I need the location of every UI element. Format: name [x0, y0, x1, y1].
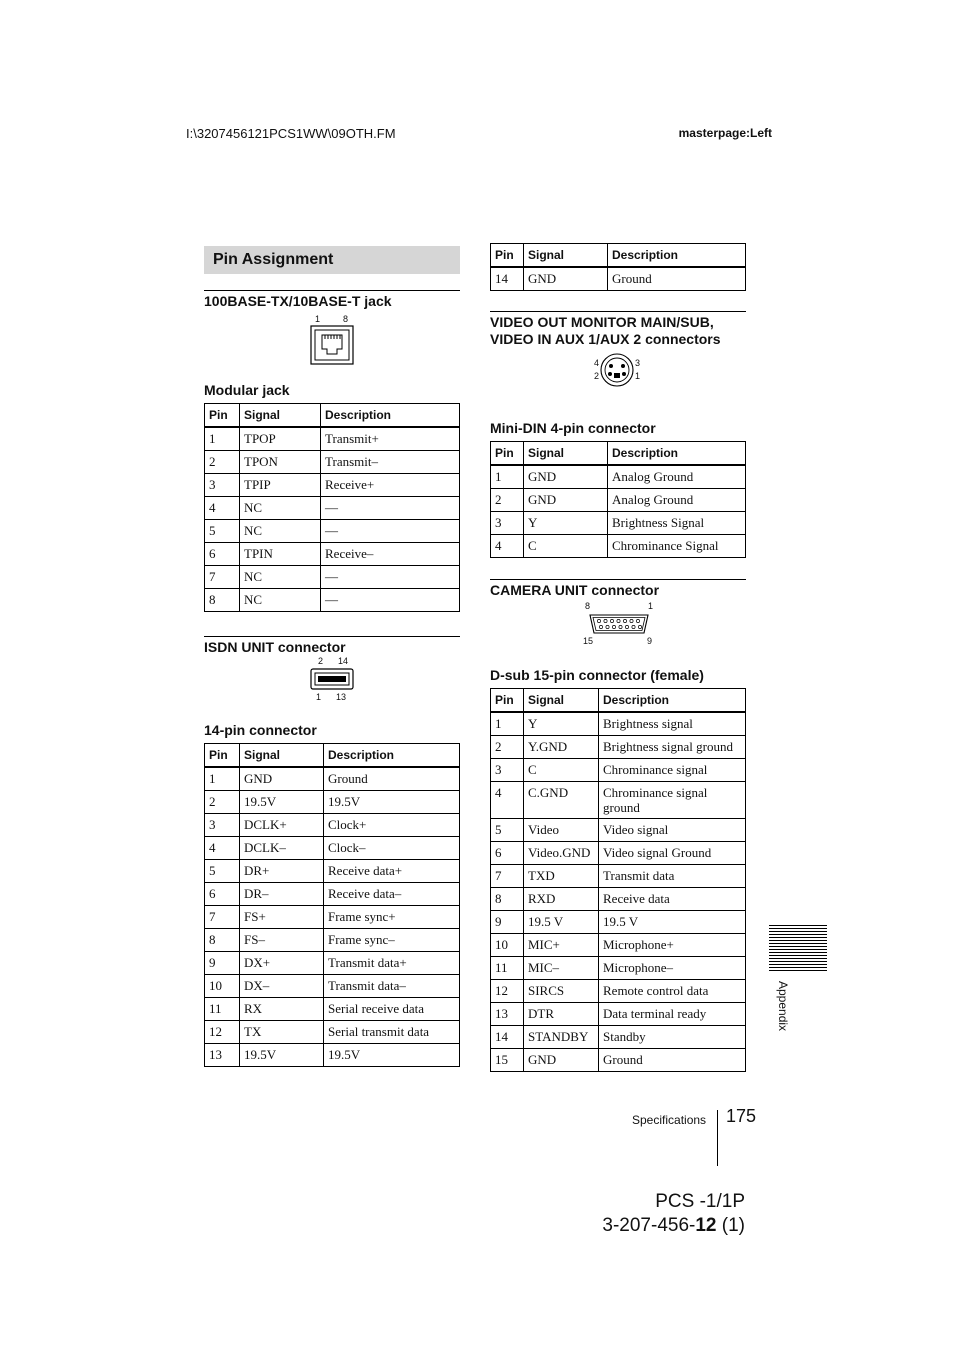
signal-cell: FS– — [240, 929, 324, 952]
col-pin: Pin — [491, 442, 524, 466]
description-cell: Frame sync+ — [324, 906, 460, 929]
pin-cell: 5 — [491, 819, 524, 842]
pin-cell: 4 — [491, 782, 524, 819]
description-cell: Remote control data — [599, 980, 746, 1003]
col-signal: Signal — [240, 404, 321, 428]
signal-cell: NC — [240, 497, 321, 520]
signal-cell: GND — [524, 1049, 599, 1072]
modular-pin-table — [204, 403, 460, 612]
description-cell: Clock– — [324, 837, 460, 860]
table-row — [205, 451, 460, 474]
table-row — [491, 842, 746, 865]
appendix-tab-label: Appendix — [776, 981, 790, 1032]
table-row — [491, 535, 746, 558]
table-row — [491, 934, 746, 957]
minidin-heading-line2: VIDEO IN AUX 1/AUX 2 connectors — [490, 331, 721, 347]
signal-cell: DR– — [240, 883, 324, 906]
isdn-label-2: 2 — [318, 656, 324, 666]
table-row — [205, 497, 460, 520]
table-row — [205, 1044, 460, 1067]
description-cell: Video signal — [599, 819, 746, 842]
table-row — [491, 782, 746, 819]
pin-cell: 12 — [491, 980, 524, 1003]
col-description: Description — [608, 244, 746, 268]
signal-cell: TPON — [240, 451, 321, 474]
table-row — [491, 1003, 746, 1026]
description-cell: Receive data — [599, 888, 746, 911]
dsub-label-9: 9 — [647, 636, 653, 646]
description-cell: Data terminal ready — [599, 1003, 746, 1026]
description-cell: Receive data+ — [324, 860, 460, 883]
table-row — [491, 465, 746, 489]
modular-caption: Modular jack — [204, 382, 290, 398]
description-cell: Chrominance Signal — [608, 535, 746, 558]
pin-cell: 2 — [491, 489, 524, 512]
file-path: I:\3207456121PCS1WW\09OTH.FM — [186, 126, 396, 141]
signal-cell: GND — [524, 267, 608, 291]
description-cell: Receive+ — [321, 474, 460, 497]
pin-cell: 3 — [491, 512, 524, 535]
signal-cell: GND — [524, 465, 608, 489]
signal-cell: STANDBY — [524, 1026, 599, 1049]
jack-pin-label-8: 8 — [343, 314, 349, 324]
pin-cell: 2 — [205, 791, 240, 814]
table-row — [491, 512, 746, 535]
signal-cell: 19.5V — [240, 1044, 324, 1067]
dsub-label-15: 15 — [583, 636, 594, 646]
signal-cell: Y.GND — [524, 736, 599, 759]
col-pin: Pin — [491, 689, 524, 713]
table-row — [491, 267, 746, 291]
table-row — [205, 520, 460, 543]
description-cell: Ground — [608, 267, 746, 291]
signal-cell: DX– — [240, 975, 324, 998]
isdn-caption: 14-pin connector — [204, 722, 317, 738]
table-row — [205, 427, 460, 451]
pin-cell: 8 — [205, 929, 240, 952]
pin-cell: 14 — [491, 1026, 524, 1049]
table-row — [491, 489, 746, 512]
signal-cell: Y — [524, 712, 599, 736]
signal-cell: Video.GND — [524, 842, 599, 865]
signal-cell: TPOP — [240, 427, 321, 451]
description-cell: — — [321, 520, 460, 543]
pin-cell: 7 — [491, 865, 524, 888]
minidin-label-4: 4 — [594, 358, 600, 368]
isdn-label-13: 13 — [336, 692, 347, 702]
description-cell: 19.5 V — [599, 911, 746, 934]
description-cell: 19.5V — [324, 791, 460, 814]
model-code: PCS -1/1P — [655, 1191, 745, 1212]
description-cell: Video signal Ground — [599, 842, 746, 865]
table-header-row — [491, 244, 746, 268]
description-cell: Clock+ — [324, 814, 460, 837]
signal-cell: MIC+ — [524, 934, 599, 957]
part-number-prefix: 3-207-456- — [602, 1215, 696, 1236]
isdn-label-14: 14 — [338, 656, 349, 666]
signal-cell: C.GND — [524, 782, 599, 819]
description-cell: Brightness signal — [599, 712, 746, 736]
isdn-continued-table — [490, 243, 746, 291]
table-header-row — [491, 442, 746, 466]
table-row — [205, 975, 460, 998]
table-row — [491, 1026, 746, 1049]
col-pin: Pin — [205, 404, 240, 428]
camera-caption: D-sub 15-pin connector (female) — [490, 667, 704, 683]
table-row — [205, 767, 460, 791]
col-pin: Pin — [205, 744, 240, 768]
pin-cell: 6 — [205, 883, 240, 906]
signal-cell: GND — [524, 489, 608, 512]
col-signal: Signal — [524, 442, 608, 466]
pin-cell: 6 — [491, 842, 524, 865]
col-description: Description — [321, 404, 460, 428]
description-cell: Transmit data– — [324, 975, 460, 998]
pin-cell: 12 — [205, 1021, 240, 1044]
description-cell: Microphone– — [599, 957, 746, 980]
description-cell: Brightness Signal — [608, 512, 746, 535]
table-row — [205, 589, 460, 612]
signal-cell: 19.5V — [240, 791, 324, 814]
table-row — [491, 736, 746, 759]
col-description: Description — [324, 744, 460, 768]
description-cell: Analog Ground — [608, 465, 746, 489]
signal-cell: TX — [240, 1021, 324, 1044]
camera-heading: CAMERA UNIT connector — [490, 582, 660, 598]
signal-cell: 19.5 V — [524, 911, 599, 934]
pin-cell: 2 — [491, 736, 524, 759]
pin-cell: 3 — [205, 474, 240, 497]
table-row — [205, 1021, 460, 1044]
minidin-caption: Mini-DIN 4-pin connector — [490, 420, 656, 436]
col-description: Description — [599, 689, 746, 713]
pin-cell: 10 — [491, 934, 524, 957]
table-row — [491, 819, 746, 842]
pin-cell: 4 — [205, 837, 240, 860]
dsub-label-8: 8 — [585, 601, 591, 611]
right-column — [490, 243, 746, 1072]
table-row — [205, 952, 460, 975]
col-pin: Pin — [491, 244, 524, 268]
pin-cell: 8 — [205, 589, 240, 612]
col-description: Description — [608, 442, 746, 466]
signal-cell: TPIN — [240, 543, 321, 566]
table-row — [205, 474, 460, 497]
description-cell: Analog Ground — [608, 489, 746, 512]
table-row — [205, 566, 460, 589]
signal-cell: DCLK+ — [240, 814, 324, 837]
description-cell: Serial transmit data — [324, 1021, 460, 1044]
pin-cell: 3 — [205, 814, 240, 837]
masterpage-label: masterpage:Left — [678, 126, 772, 140]
description-cell: — — [321, 497, 460, 520]
pin-cell: 13 — [205, 1044, 240, 1067]
table-row — [491, 865, 746, 888]
description-cell: Chrominance signal — [599, 759, 746, 782]
description-cell: Receive data– — [324, 883, 460, 906]
table-header-row — [205, 404, 460, 428]
dsub-diagram — [490, 599, 746, 667]
pin-cell: 9 — [205, 952, 240, 975]
pin-cell: 5 — [205, 520, 240, 543]
table-row — [205, 543, 460, 566]
description-cell: Standby — [599, 1026, 746, 1049]
modular-heading: 100BASE-TX/10BASE-T jack — [204, 293, 392, 309]
signal-cell: DCLK– — [240, 837, 324, 860]
pin-cell: 8 — [491, 888, 524, 911]
description-cell: Transmit– — [321, 451, 460, 474]
left-column — [204, 246, 460, 1067]
isdn-heading: ISDN UNIT connector — [204, 639, 346, 655]
pin-cell: 13 — [491, 1003, 524, 1026]
isdn-label-1: 1 — [316, 692, 322, 702]
signal-cell: NC — [240, 589, 321, 612]
isdn-connector-diagram — [204, 656, 460, 722]
signal-cell: DX+ — [240, 952, 324, 975]
part-number-suffix: (1) — [716, 1215, 745, 1236]
part-number-bold: 12 — [695, 1215, 717, 1236]
signal-cell: C — [524, 535, 608, 558]
table-row — [205, 929, 460, 952]
description-cell: Receive– — [321, 543, 460, 566]
signal-cell: GND — [240, 767, 324, 791]
minidin-label-1: 1 — [635, 371, 641, 381]
minidin-label-3: 3 — [635, 358, 641, 368]
signal-cell: SIRCS — [524, 980, 599, 1003]
pin-cell: 1 — [205, 767, 240, 791]
signal-cell: FS+ — [240, 906, 324, 929]
description-cell: Microphone+ — [599, 934, 746, 957]
pin-cell: 6 — [205, 543, 240, 566]
section-title: Pin Assignment — [204, 246, 460, 274]
pin-cell: 15 — [491, 1049, 524, 1072]
table-row — [205, 791, 460, 814]
table-row — [205, 837, 460, 860]
pin-cell: 5 — [205, 860, 240, 883]
pin-cell: 7 — [205, 906, 240, 929]
signal-cell: TXD — [524, 865, 599, 888]
dsub-label-1: 1 — [648, 601, 654, 611]
isdn-connector-icon — [310, 668, 354, 690]
signal-cell: Video — [524, 819, 599, 842]
description-cell: 19.5V — [324, 1044, 460, 1067]
table-row — [491, 712, 746, 736]
pin-cell: 9 — [491, 911, 524, 934]
rj45-jack-icon — [310, 325, 354, 365]
description-cell: Transmit data+ — [324, 952, 460, 975]
pin-cell: 7 — [205, 566, 240, 589]
table-row — [205, 998, 460, 1021]
description-cell: Serial receive data — [324, 998, 460, 1021]
signal-cell: NC — [240, 566, 321, 589]
pin-cell: 1 — [491, 465, 524, 489]
minidin-heading-line1: VIDEO OUT MONITOR MAIN/SUB, — [490, 314, 714, 330]
col-signal: Signal — [240, 744, 324, 768]
description-cell: Brightness signal ground — [599, 736, 746, 759]
table-row — [491, 888, 746, 911]
minidin-label-2: 2 — [594, 371, 600, 381]
table-row — [491, 911, 746, 934]
col-signal: Signal — [524, 244, 608, 268]
signal-cell: C — [524, 759, 599, 782]
table-row — [491, 957, 746, 980]
pin-cell: 1 — [491, 712, 524, 736]
modular-jack-diagram — [204, 310, 460, 382]
signal-cell: RXD — [524, 888, 599, 911]
description-cell: Transmit data — [599, 865, 746, 888]
signal-cell: Y — [524, 512, 608, 535]
signal-cell: TPIP — [240, 474, 321, 497]
minidin-diagram — [490, 348, 746, 420]
col-signal: Signal — [524, 689, 599, 713]
description-cell: Ground — [324, 767, 460, 791]
footer-section: Specifications — [632, 1113, 707, 1127]
pin-cell: 3 — [491, 759, 524, 782]
pin-cell: 4 — [491, 535, 524, 558]
signal-cell: RX — [240, 998, 324, 1021]
table-row — [205, 860, 460, 883]
signal-cell: DTR — [524, 1003, 599, 1026]
table-header-row — [205, 744, 460, 768]
table-row — [491, 759, 746, 782]
pin-cell: 11 — [205, 998, 240, 1021]
dsub-connector-icon — [588, 613, 650, 635]
description-cell: Chrominance signal ground — [599, 782, 746, 819]
signal-cell: NC — [240, 520, 321, 543]
pin-cell: 10 — [205, 975, 240, 998]
minidin-pin-table — [490, 441, 746, 558]
table-row — [205, 906, 460, 929]
signal-cell: DR+ — [240, 860, 324, 883]
table-row — [491, 980, 746, 1003]
isdn-pin-table — [204, 743, 460, 1067]
signal-cell: MIC– — [524, 957, 599, 980]
footer-divider — [717, 1110, 718, 1166]
table-row — [491, 1049, 746, 1072]
description-cell: — — [321, 566, 460, 589]
appendix-tab-band — [769, 925, 827, 971]
table-row — [205, 814, 460, 837]
pin-cell: 1 — [205, 427, 240, 451]
pin-cell: 11 — [491, 957, 524, 980]
part-number — [602, 1215, 745, 1237]
description-cell: — — [321, 589, 460, 612]
page-number: 175 — [726, 1106, 757, 1126]
camera-pin-table — [490, 688, 746, 1072]
description-cell: Transmit+ — [321, 427, 460, 451]
pin-cell: 14 — [491, 267, 524, 291]
table-row — [205, 883, 460, 906]
pin-cell: 2 — [205, 451, 240, 474]
description-cell: Ground — [599, 1049, 746, 1072]
minidin-connector-icon — [600, 353, 634, 387]
description-cell: Frame sync– — [324, 929, 460, 952]
pin-cell: 4 — [205, 497, 240, 520]
table-header-row — [491, 689, 746, 713]
jack-pin-label-1: 1 — [315, 314, 321, 324]
